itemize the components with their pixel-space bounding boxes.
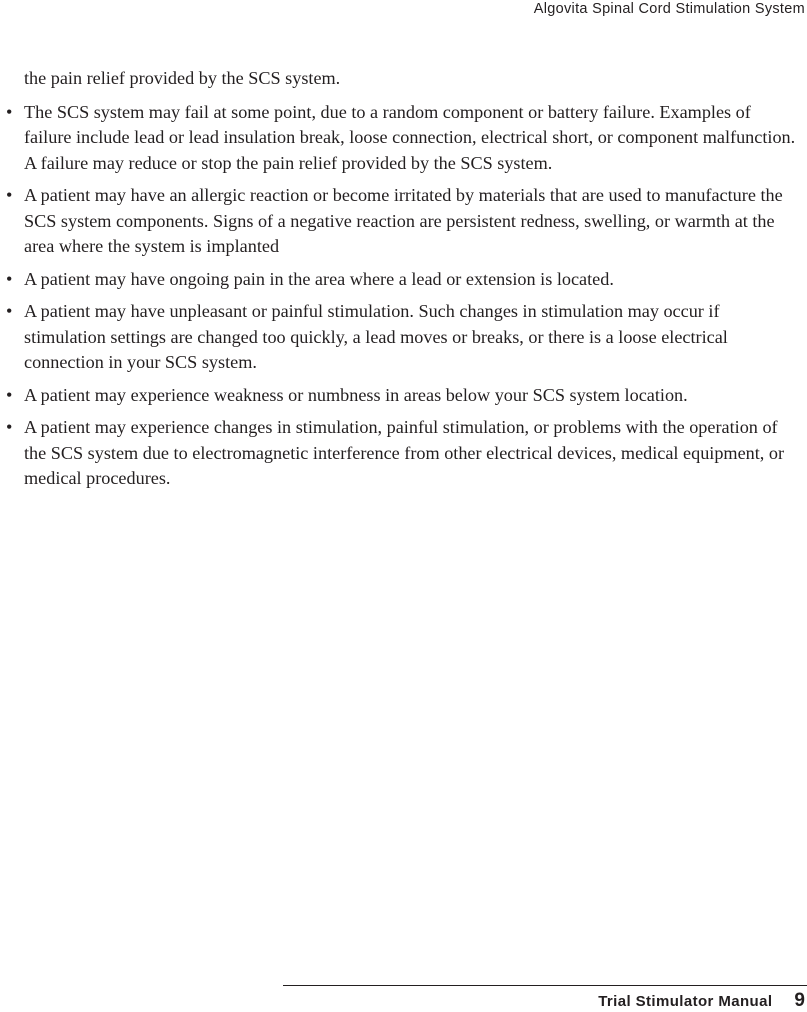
page-body (0, 66, 800, 499)
risk-bullet-list (0, 100, 800, 492)
continuation-paragraph: the pain relief provided by the SCS system. (24, 68, 341, 88)
bullet-text: The SCS system may fail at some point, due to a random component or battery failure. Examples of failure include lead or lead insulation break, loose connection, electrical short, or component malfunction. A failure may reduce or stop the pain relief provided by the SCS system. (24, 101, 796, 173)
manual-title: Trial Stimulator Manual (598, 993, 773, 1010)
bullet-item-electromagnetic-interference (0, 415, 800, 492)
bullet-icon: • (6, 417, 13, 437)
bullet-text: A patient may have an allergic reaction or become irritated by materials that are used to manufacture the SCS system components. Signs of a negative reaction are persistent redness, swelling, or warmth at the area where the system is implanted (24, 185, 783, 256)
bullet-text: A patient may have unpleasant or painful stimulation. Such changes in stimulation may occur if stimulation settings are changed too quickly, a lead moves or breaks, or there is a loose electrical connection in your SCS system. (24, 301, 728, 372)
running-header: Algovita Spinal Cord Stimulation System (533, 1, 805, 17)
bullet-icon: • (6, 268, 13, 289)
bullet-item-weakness-numbness (0, 383, 800, 409)
bullet-icon: • (6, 384, 13, 405)
page-number: 9 (794, 990, 805, 1011)
bullet-text: A patient may have ongoing pain in the area where a lead or extension is located. (24, 268, 614, 289)
bullet-icon: • (6, 185, 13, 205)
footer-divider (283, 985, 807, 986)
bullet-item-allergic-reaction (0, 183, 800, 260)
bullet-text: A patient may experience weakness or numbness in areas below your SCS system location. (24, 384, 688, 405)
bullet-item-ongoing-pain (0, 267, 800, 293)
bullet-item-component-failure (0, 100, 800, 177)
page-footer (598, 990, 805, 1012)
bullet-text: A patient may experience changes in stimulation, painful stimulation, or problems with the operation of the SCS system due to electromagnetic interference from other electrical devices, medical equipment, or medical procedures. (24, 417, 785, 488)
bullet-icon: • (6, 101, 13, 122)
bullet-item-painful-stimulation (0, 299, 800, 376)
bullet-icon: • (6, 301, 13, 321)
